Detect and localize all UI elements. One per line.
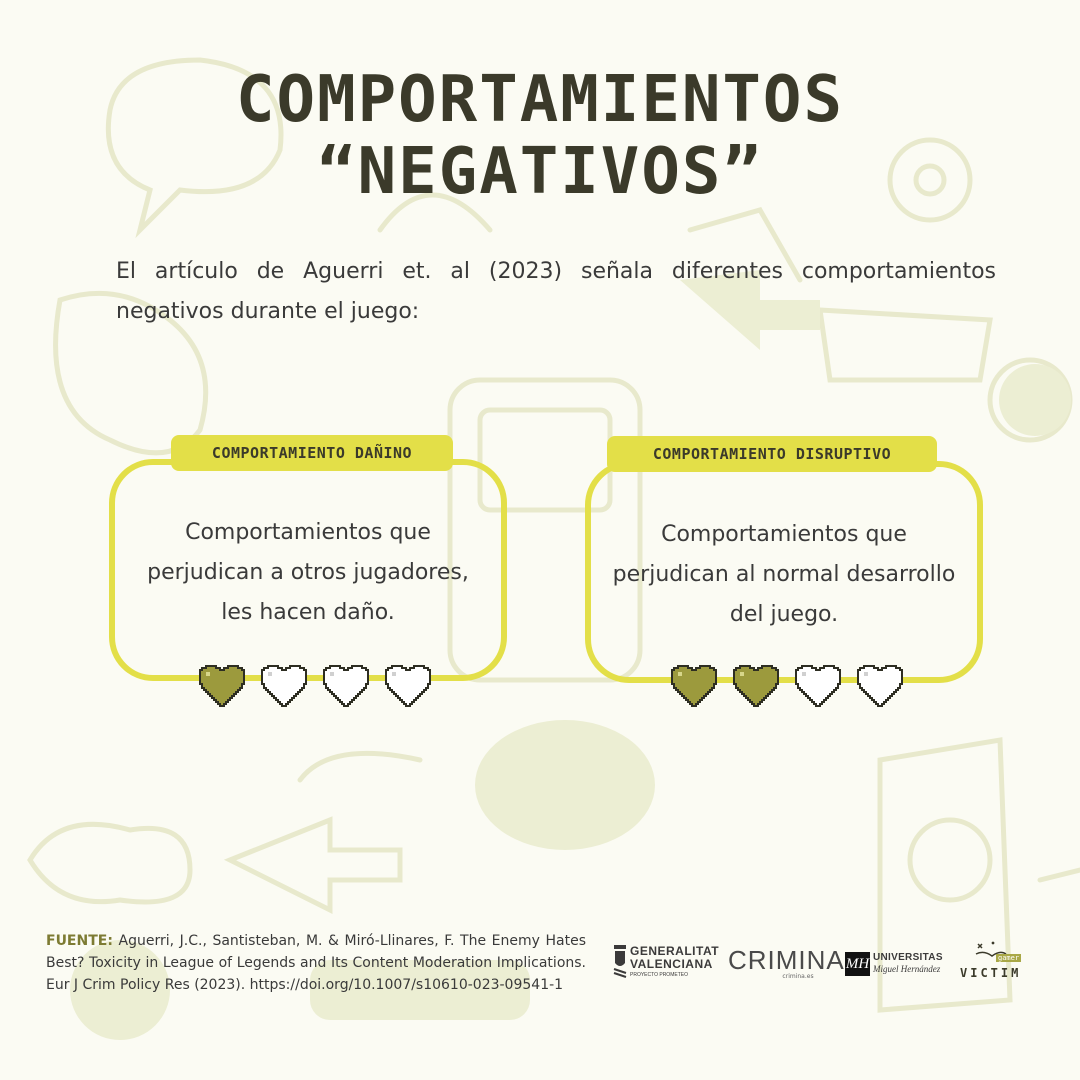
heart-empty-icon [384,663,432,709]
source-citation [46,930,586,996]
crimina-logo [728,945,845,981]
gamer-word: gamer [998,954,1020,962]
source-text: Aguerri, J.C., Santisteban, M. & Miró-Llinares, F. The Enemy Hates Best? Toxicity in League of Legends and Its Content Moderation Implications. Eur J Crim Policy Res (2023). https://doi.org/10.1007/s10610-023-09541-1 [46,933,586,993]
source-label: FUENTE: [46,933,113,949]
heart-empty-icon [794,663,842,709]
crimina-url: crimina.es [782,973,814,980]
umh-logo [845,950,945,978]
victim-word: VICTIM [960,966,1022,980]
heart-empty-icon [260,663,308,709]
card-disruptive-behavior [585,461,983,683]
card-harmful-behavior [109,459,507,681]
health-hearts-harmful [198,663,432,709]
page-title-line-2: “NEGATIVOS” [317,135,763,209]
generalitat-valenciana-logo [612,943,720,983]
heart-empty-icon [322,663,370,709]
gva-emblem-icon [612,943,628,979]
heart-filled-icon [198,663,246,709]
heart-filled-icon [732,663,780,709]
umh-line-1: UNIVERSITAS [873,952,943,963]
card-disruptive-description: Comportamientos que perjudican al normal desarrollo del juego. [612,522,956,627]
crimina-wordmark: CRIMINA [728,945,845,975]
umh-line-2: Miguel Hernández [873,964,941,974]
gva-subtitle: PROYECTO PROMETEO [630,972,688,978]
gva-line-2: VALENCIANA [630,957,713,971]
page-title-line-1: COMPORTAMIENTOS [236,63,844,137]
heart-filled-icon [670,663,718,709]
tag-harmful-behavior: COMPORTAMIENTO DAÑINO [171,435,453,471]
gva-line-1: GENERALITAT [630,944,720,958]
gamer-victim-logo [960,940,1032,984]
tag-disruptive-behavior: COMPORTAMIENTO DISRUPTIVO [607,436,937,472]
health-hearts-disruptive [670,663,904,709]
heart-empty-icon [856,663,904,709]
intro-paragraph: El artículo de Aguerri et. al (2023) señala diferentes comportamientos negativos durante el juego: [116,259,996,324]
card-harmful-description: Comportamientos que perjudican a otros jugadores, les hacen daño. [147,520,469,625]
umh-mark: MH [845,952,870,976]
